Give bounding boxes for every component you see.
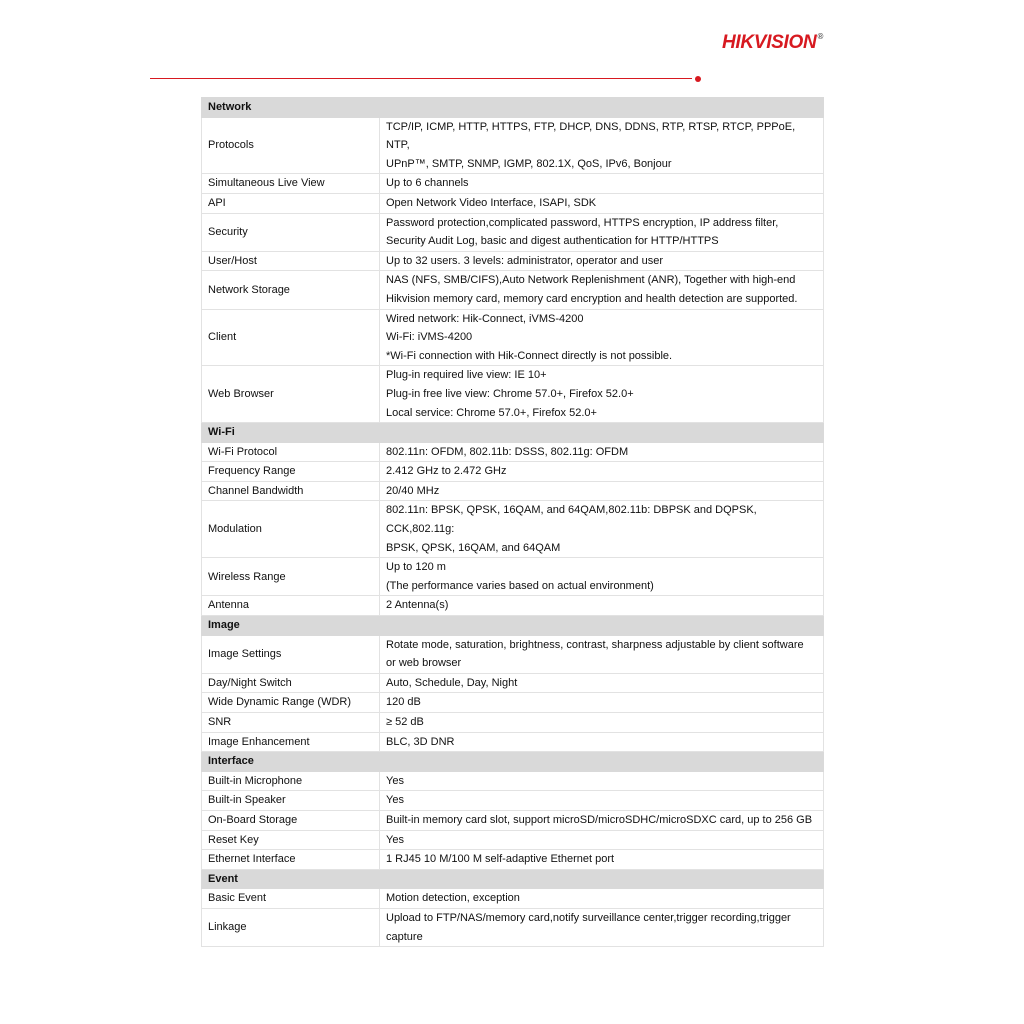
table-row (202, 771, 824, 791)
spec-label: User/Host (202, 251, 380, 271)
section-header-image (202, 616, 824, 636)
table-row (202, 558, 824, 596)
spec-value-line: Local service: Chrome 57.0+, Firefox 52.0+ (386, 406, 597, 419)
spec-value-line: Up to 6 channels (386, 177, 469, 190)
spec-label: Web Browser (202, 366, 380, 423)
table-row (202, 193, 824, 213)
spec-value (380, 713, 824, 733)
section-header-wi-fi (202, 423, 824, 443)
spec-value-line: ≥ 52 dB (386, 716, 424, 728)
spec-value-line: 120 dB (386, 696, 421, 709)
spec-label: On-Board Storage (202, 810, 380, 830)
spec-value-line: Up to 32 users. 3 levels: administrator, operator and user (386, 254, 663, 267)
spec-value (380, 791, 824, 811)
table-row (202, 117, 824, 174)
spec-value (380, 830, 824, 850)
brand-logo-text: HIKVISION (722, 32, 817, 53)
spec-value-line: Rotate mode, saturation, brightness, contrast, sharpness adjustable by client software (386, 638, 804, 651)
spec-label: Wi-Fi Protocol (202, 442, 380, 462)
spec-value-line: 20/40 MHz (386, 484, 440, 497)
spec-value (380, 889, 824, 909)
spec-value (380, 174, 824, 194)
table-row (202, 481, 824, 501)
spec-value-line: Password protection,complicated password, HTTPS encryption, IP address filter, (386, 216, 779, 229)
table-row (202, 889, 824, 909)
spec-value (380, 442, 824, 462)
table-row (202, 462, 824, 482)
spec-label: Basic Event (202, 889, 380, 909)
table-row (202, 309, 824, 366)
section-title: Network (202, 98, 824, 118)
table-row (202, 732, 824, 752)
spec-value-line: Yes (386, 794, 404, 807)
spec-label: Reset Key (202, 830, 380, 850)
spec-value-line: Upload to FTP/NAS/memory card,notify surveillance center,trigger recording,trigger (386, 911, 791, 924)
spec-label: Day/Night Switch (202, 673, 380, 693)
spec-value-line: or web browser (386, 657, 462, 670)
spec-value-line: Auto, Schedule, Day, Night (386, 676, 518, 689)
spec-value-line: NAS (NFS, SMB/CIFS),Auto Network Replenishment (ANR), Together with high-end (386, 274, 796, 287)
spec-value-line: capture (386, 930, 423, 943)
spec-label: Image Settings (202, 635, 380, 673)
spec-value (380, 501, 824, 558)
spec-value-line: TCP/IP, ICMP, HTTP, HTTPS, FTP, DHCP, DNS, DDNS, RTP, RTSP, RTCP, PPPoE, NTP, (386, 120, 796, 152)
spec-value-line: 2.412 GHz to 2.472 GHz (386, 465, 507, 478)
spec-table (201, 97, 824, 947)
spec-value-line: BLC, 3D DNR (386, 735, 455, 748)
spec-value (380, 309, 824, 366)
table-row (202, 810, 824, 830)
spec-value (380, 693, 824, 713)
spec-value-line: Plug-in free live view: Chrome 57.0+, Firefox 52.0+ (386, 387, 634, 400)
table-row (202, 791, 824, 811)
spec-value (380, 213, 824, 251)
spec-value (380, 117, 824, 174)
header-rule (150, 78, 692, 79)
spec-label: Simultaneous Live View (202, 174, 380, 194)
spec-value-line: BPSK, QPSK, 16QAM, and 64QAM (386, 541, 561, 554)
spec-label: Modulation (202, 501, 380, 558)
spec-value-line: Hikvision memory card, memory card encryption and health detection are supported. (386, 292, 798, 305)
spec-label: SNR (202, 713, 380, 733)
table-row (202, 713, 824, 733)
spec-table-body (202, 98, 824, 947)
spec-value (380, 850, 824, 870)
section-title: Event (202, 869, 824, 889)
spec-label: API (202, 193, 380, 213)
spec-value-line: Up to 120 m (386, 561, 446, 574)
table-row (202, 850, 824, 870)
spec-value (380, 771, 824, 791)
spec-value-line: Security Audit Log, basic and digest authentication for HTTP/HTTPS (386, 235, 719, 248)
spec-value (380, 558, 824, 596)
spec-label: Built-in Speaker (202, 791, 380, 811)
section-title: Interface (202, 752, 824, 772)
spec-value (380, 481, 824, 501)
spec-label: Wide Dynamic Range (WDR) (202, 693, 380, 713)
spec-value-line: Wi-Fi: iVMS-4200 (386, 331, 473, 344)
table-row (202, 366, 824, 423)
spec-value-line: 1 RJ45 10 M/100 M self-adaptive Ethernet port (386, 853, 615, 866)
spec-value (380, 635, 824, 673)
table-row (202, 693, 824, 713)
spec-label: Built-in Microphone (202, 771, 380, 791)
spec-value-line: *Wi-Fi connection with Hik-Connect directly is not possible. (386, 349, 673, 362)
table-row (202, 908, 824, 946)
table-row (202, 213, 824, 251)
spec-value (380, 193, 824, 213)
registered-mark: ® (817, 32, 824, 41)
spec-label: Image Enhancement (202, 732, 380, 752)
table-row (202, 830, 824, 850)
table-row (202, 442, 824, 462)
table-row (202, 635, 824, 673)
spec-label: Ethernet Interface (202, 850, 380, 870)
table-row (202, 596, 824, 616)
section-header-network (202, 98, 824, 118)
spec-value-line: Yes (386, 833, 404, 846)
spec-label: Security (202, 213, 380, 251)
spec-label: Antenna (202, 596, 380, 616)
spec-value-line: 802.11n: OFDM, 802.11b: DSSS, 802.11g: OFDM (386, 445, 629, 458)
spec-value-line: Plug-in required live view: IE 10+ (386, 369, 547, 382)
table-row (202, 271, 824, 309)
spec-value-line: (The performance varies based on actual environment) (386, 579, 654, 592)
section-title: Wi-Fi (202, 423, 824, 443)
spec-value (380, 732, 824, 752)
table-row (202, 501, 824, 558)
spec-label: Network Storage (202, 271, 380, 309)
spec-value-line: Built-in memory card slot, support microSD/microSDHC/microSDXC card, up to 256 GB (386, 813, 813, 826)
spec-value-line: 2 Antenna(s) (386, 599, 449, 612)
spec-value (380, 673, 824, 693)
spec-value (380, 462, 824, 482)
section-header-event (202, 869, 824, 889)
spec-label: Wireless Range (202, 558, 380, 596)
spec-value (380, 596, 824, 616)
spec-value-line: Motion detection, exception (386, 892, 520, 905)
spec-value-line: UPnP™, SMTP, SNMP, IGMP, 802.1X, QoS, IPv6, Bonjour (386, 157, 672, 170)
table-row (202, 174, 824, 194)
section-title: Image (202, 616, 824, 636)
spec-value (380, 908, 824, 946)
spec-value-line: Wired network: Hik-Connect, iVMS-4200 (386, 312, 584, 325)
spec-value-line: Open Network Video Interface, ISAPI, SDK (386, 196, 597, 209)
header-rule-dot (695, 76, 701, 82)
spec-value (380, 251, 824, 271)
spec-value-line: 802.11n: BPSK, QPSK, 16QAM, and 64QAM,802.11b: DBPSK and DQPSK, CCK,802.11g: (386, 504, 757, 536)
spec-value (380, 810, 824, 830)
spec-label: Frequency Range (202, 462, 380, 482)
section-header-interface (202, 752, 824, 772)
table-row (202, 673, 824, 693)
spec-label: Client (202, 309, 380, 366)
spec-label: Channel Bandwidth (202, 481, 380, 501)
spec-value (380, 366, 824, 423)
spec-value-line: Yes (386, 774, 404, 787)
table-row (202, 251, 824, 271)
spec-value (380, 271, 824, 309)
spec-label: Linkage (202, 908, 380, 946)
spec-label: Protocols (202, 117, 380, 174)
brand-logo (722, 32, 823, 54)
